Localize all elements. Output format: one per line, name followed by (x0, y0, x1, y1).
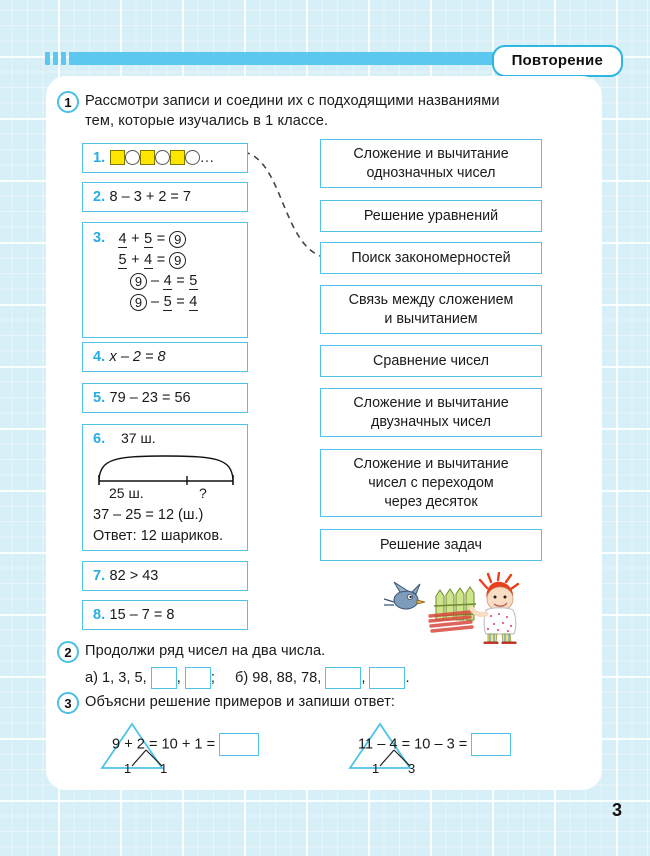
part-a-numbers: 1, 3, 5, (102, 669, 147, 686)
answer-blank-b2[interactable] (369, 667, 405, 689)
topic-7-line3: через десяток (384, 493, 478, 510)
record-2-expression: 8 – 3 + 2 = 7 (109, 189, 191, 205)
ex3b-op: – (377, 736, 386, 753)
eq4-a: 9 (130, 294, 147, 311)
header-tick-2 (53, 52, 58, 65)
header-tick-1 (45, 52, 50, 65)
eq3-op: – (151, 273, 160, 289)
eq1-a: 4 (118, 231, 127, 247)
topic-5-line1: Сравнение чисел (373, 352, 489, 369)
topic-6-line2: двузначных чисел (370, 413, 491, 430)
eq3-equals: = (176, 273, 185, 289)
answer-blank-ex3a[interactable] (219, 733, 259, 756)
topic-box-7[interactable] (320, 449, 542, 517)
record-5-expression: 79 – 23 = 56 (109, 390, 191, 406)
chapter-badge: Повторение (492, 45, 623, 77)
pattern-square-2 (140, 150, 155, 165)
boy-icon (472, 573, 518, 644)
exercise-2-part-a (85, 667, 215, 689)
topic-box-8[interactable] (320, 529, 542, 561)
record-7-number: 7. (93, 568, 106, 584)
eq1-b: 5 (144, 231, 153, 247)
topic-4-line1: Связь между сложением (348, 291, 514, 308)
eq2-op: + (131, 252, 140, 268)
topic-7-line2: чисел с переходом (368, 474, 494, 491)
record-7-content (93, 567, 158, 585)
topic-6-line1: Сложение и вычитание (353, 394, 509, 411)
record-4-expression: x – 2 = 8 (109, 349, 166, 365)
record-box-3[interactable] (82, 222, 248, 338)
part-b-label: б) (235, 669, 249, 686)
record-4-number: 4. (93, 349, 106, 365)
topic-box-3[interactable] (320, 242, 542, 274)
record-7-expression: 82 > 43 (109, 568, 159, 584)
split-lines-a (128, 748, 176, 770)
connector-curve (240, 140, 330, 270)
record-6-right-label: ? (199, 485, 207, 501)
topic-1-line2: однозначных чисел (366, 164, 496, 181)
exercise-3-prompt: Объясни решение примеров и запиши ответ: (85, 694, 396, 710)
record-6-solution: 37 – 25 = 12 (ш.) (93, 507, 204, 523)
exercise-1-number: 1 (57, 91, 79, 113)
bird-icon (384, 582, 425, 609)
ex3a-equals: = 10 + 1 = (148, 736, 216, 753)
pattern-square-3 (170, 150, 185, 165)
exercise-1-prompt-line1: Рассмотри записи и соедини их с подходящими названиями (85, 93, 500, 109)
ex3a-split-right: 1 (160, 761, 168, 776)
exercise-3-number: 3 (57, 692, 79, 714)
page-number: 3 (611, 800, 622, 820)
eq2-a: 5 (118, 252, 127, 268)
ex3a-first: 9 (112, 736, 121, 753)
record-box-5[interactable] (82, 383, 248, 413)
eq4-result: 4 (189, 294, 198, 310)
record-box-2[interactable] (82, 182, 248, 212)
topic-box-5[interactable] (320, 345, 542, 377)
exercise-2-number: 2 (57, 641, 79, 663)
part-a-label: а) (85, 669, 98, 686)
record-box-7[interactable] (82, 561, 248, 591)
topic-box-6[interactable] (320, 388, 542, 437)
eq2-result: 9 (169, 252, 186, 269)
eq1-equals: = (156, 231, 166, 247)
fence-icon (430, 587, 476, 631)
topic-2-line1: Решение уравнений (363, 207, 499, 224)
ex3b-split-left: 1 (372, 761, 380, 776)
record-5-number: 5. (93, 390, 106, 406)
record-3-content (93, 229, 198, 313)
pattern-circle-1 (125, 150, 140, 165)
topic-1-line1: Сложение и вычитание (353, 145, 509, 162)
record-box-6[interactable] (82, 424, 248, 551)
eq2-b: 4 (144, 252, 153, 268)
topic-box-1[interactable] (320, 139, 542, 188)
ex3b-split-right: 3 (408, 761, 416, 776)
ex3b-equals: = 10 – 3 = (401, 736, 468, 753)
part-a-sep: , (176, 669, 181, 686)
eq4-b: 5 (163, 294, 172, 310)
record-8-expression: 15 – 7 = 8 (109, 607, 175, 623)
eq4-equals: = (176, 294, 185, 310)
eq3-a: 9 (130, 273, 147, 290)
record-8-number: 8. (93, 607, 106, 623)
topic-box-2[interactable] (320, 200, 542, 232)
record-box-1[interactable] (82, 143, 248, 173)
record-box-8[interactable] (82, 600, 248, 630)
record-6-top-label: 37 ш. (121, 430, 156, 446)
record-3-number: 3. (93, 230, 106, 246)
record-3-row-3 (118, 271, 198, 292)
pattern-ellipsis: … (199, 149, 216, 167)
record-3-row-4 (118, 292, 198, 313)
record-6-left-label: 25 ш. (109, 485, 144, 501)
record-5-content (93, 389, 191, 407)
topic-7-line1: Сложение и вычитание (353, 455, 509, 472)
record-6-number: 6. (93, 431, 106, 447)
header-bar-long (69, 52, 525, 65)
record-3-row-1 (118, 229, 198, 250)
topic-box-4[interactable] (320, 285, 542, 334)
ex3a-second: 2 (136, 736, 145, 753)
eq3-result: 5 (189, 273, 198, 289)
answer-blank-ex3b[interactable] (471, 733, 511, 756)
pattern-circle-3 (185, 150, 200, 165)
header-decorative-bar (45, 52, 525, 65)
record-box-4[interactable] (82, 342, 248, 372)
record-6-answer: Ответ: 12 шариков. (93, 528, 224, 544)
record-1-content (93, 149, 216, 167)
exercise-2-prompt: Продолжи ряд чисел на два числа. (85, 643, 326, 659)
eq3-b: 4 (163, 273, 172, 289)
topic-3-line1: Поиск закономерностей (351, 249, 511, 266)
exercise-1-prompt-line2: тем, которые изучались в 1 классе. (85, 113, 329, 129)
eq4-op: – (151, 294, 160, 310)
part-b-numbers: 98, 88, 78, (252, 669, 322, 686)
part-b-sep: , (361, 669, 366, 686)
pattern-circle-2 (155, 150, 170, 165)
part-a-end: ; (210, 669, 215, 686)
eq1-op: + (131, 231, 140, 247)
answer-blank-b1[interactable] (325, 667, 361, 689)
record-4-content (93, 348, 166, 366)
ex3a-op: + (124, 736, 133, 753)
header-tick-3 (61, 52, 66, 65)
answer-blank-a1[interactable] (151, 667, 177, 689)
split-lines-b (376, 748, 424, 770)
topic-8-line1: Решение задач (379, 536, 483, 553)
record-1-number: 1. (93, 150, 106, 166)
record-2-number: 2. (93, 189, 106, 205)
record-6-bar-diagram (95, 451, 237, 485)
topic-4-line2: и вычитанием (384, 310, 478, 327)
exercise-1-prompt (85, 91, 585, 131)
ex3b-second: 4 (389, 736, 398, 753)
record-2-content (93, 188, 191, 206)
answer-blank-a2[interactable] (185, 667, 211, 689)
eq2-equals: = (156, 252, 166, 268)
eq1-result: 9 (169, 231, 186, 248)
ex3a-split-left: 1 (124, 761, 132, 776)
illustration-boy-painting-fence (378, 572, 543, 644)
pattern-square-1 (110, 150, 125, 165)
exercise-2-part-b (235, 667, 410, 689)
record-8-content (93, 606, 174, 624)
part-b-end: . (405, 669, 410, 686)
ex3b-first: 11 (358, 736, 374, 753)
record-3-row-2 (118, 250, 198, 271)
